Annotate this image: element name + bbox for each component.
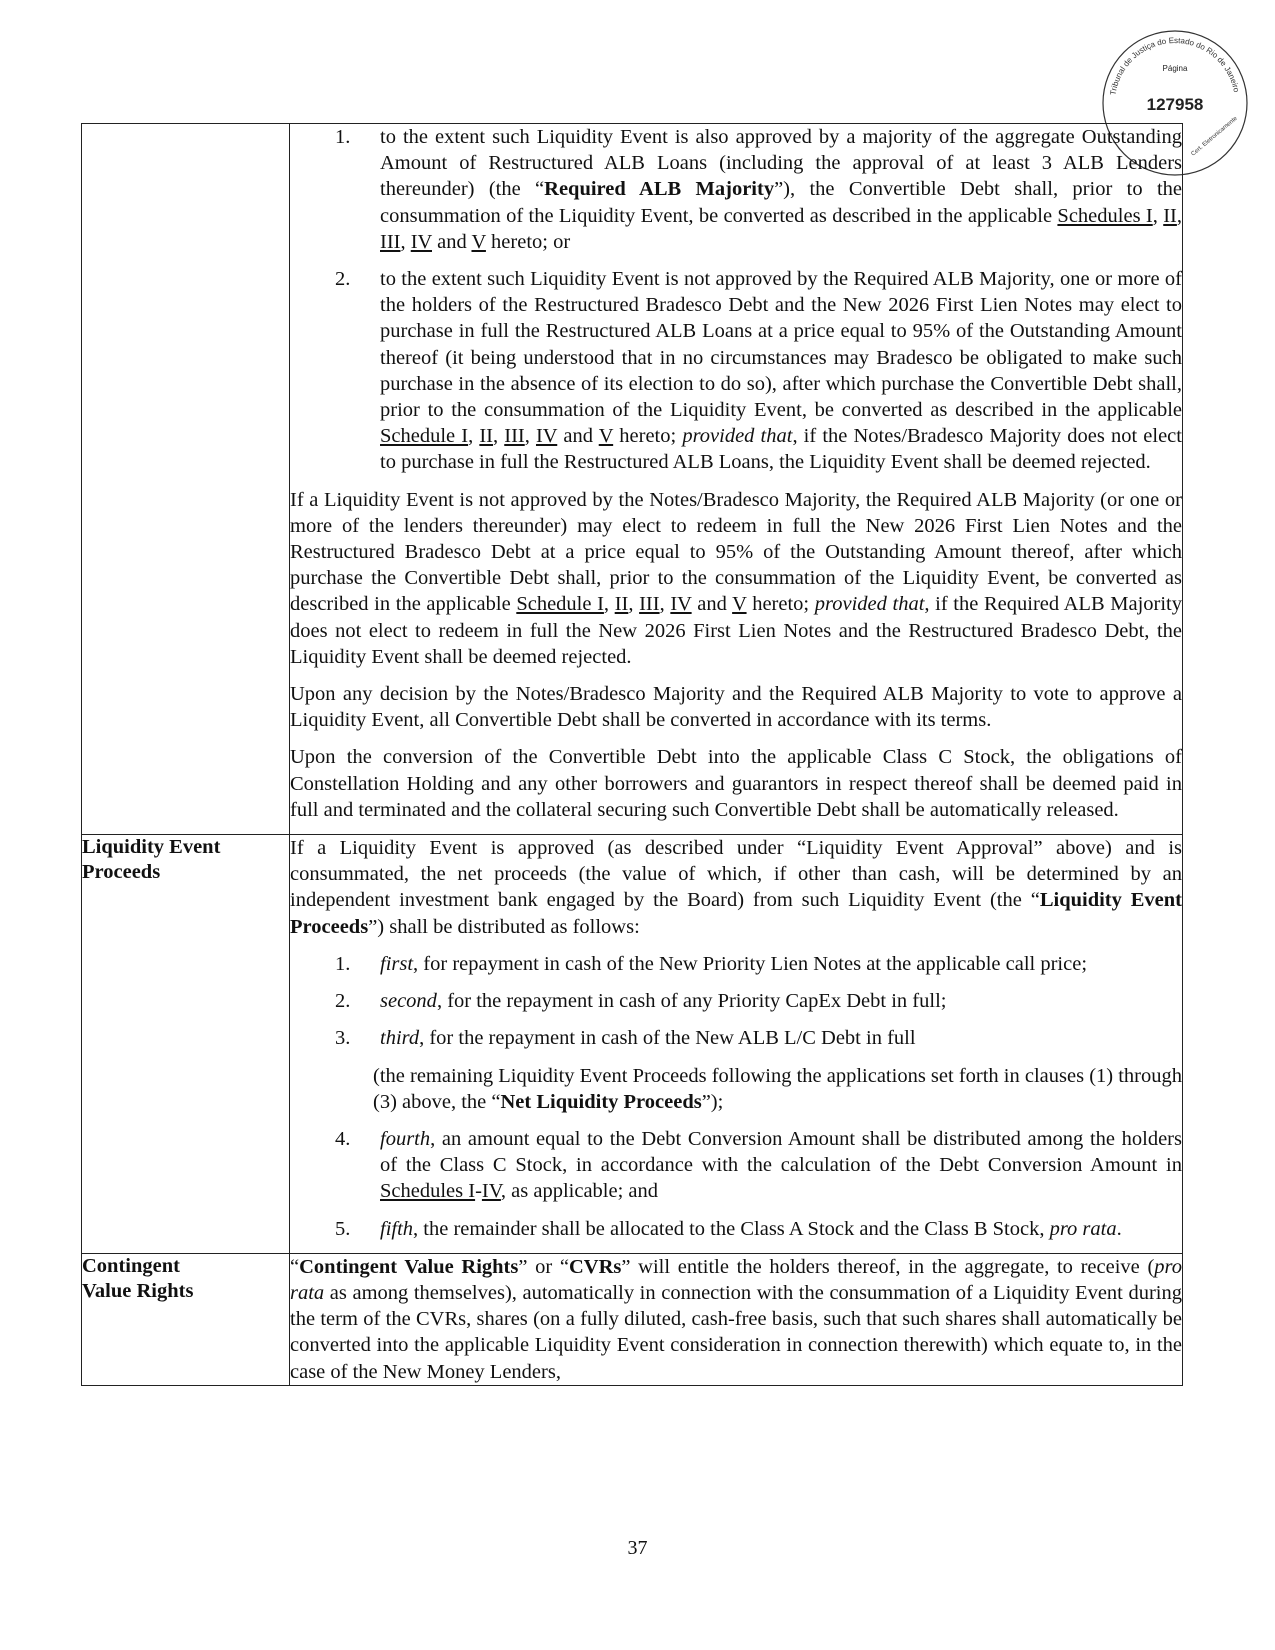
item-text: , for the repayment in cash of the New ALB L/C Debt in full xyxy=(419,1027,916,1050)
emphasis: second xyxy=(380,990,437,1013)
row-body xyxy=(290,124,1183,835)
list-number: 1. xyxy=(335,952,351,975)
schedule-ref: II xyxy=(1163,204,1177,227)
schedule-ref: III xyxy=(504,425,525,448)
schedule-ref: IV xyxy=(410,230,432,253)
stamp-ring-text: Tribunal de Justiça do Estado do Rio de Janeiro xyxy=(1108,35,1241,96)
list-item xyxy=(290,1126,1182,1205)
item-text: to the extent such Liquidity Event is not approved by the Required ALB Majority, one or more of the holders of the Restructured Bradesco Debt and the New 2026 First Lien Notes may elect to purchase in full the Restructured ALB Loans at a price equal to 95% of the Outstanding Amount thereof (it being understood that in no circumstances may Bradesco be obligated to make such purchase in the absence of its election to do so), after which purchase the Convertible Debt shall, prior to the consummation of the Liquidity Event, be converted as described in the applicable xyxy=(380,268,1182,422)
schedule-ref: Schedule I xyxy=(380,425,469,448)
note-text: ”); xyxy=(701,1090,724,1113)
paragraph-text: “ xyxy=(290,1255,300,1278)
item-text: , for repayment in cash of the New Priority Lien Notes at the applicable call price; xyxy=(413,952,1088,975)
row-label-line: Value Rights xyxy=(82,1279,194,1302)
list-item xyxy=(290,1216,1182,1242)
paragraph xyxy=(290,835,1182,940)
row-label xyxy=(82,1253,290,1385)
list-note xyxy=(290,1063,1182,1115)
item-text: hereto; or xyxy=(485,230,571,253)
list-item: 2. to the extent such Liquidity Event is not approved by the Required ALB Majority, one or more of the holders of the Restructured Bradesco Debt and the New 2026 First Lien Notes may elect to purchase in full the Restructured ALB Loans at a price equal to 95% of the Outstanding Amount thereof (it being understood that in no circumstances may Bradesco be obligated to make such purchase in the absence of its election to do so), after which purchase the Convertible Debt shall, prior to the consummation of the Liquidity Event, be converted as described in the applicable Schedule I, II, III, IV and V hereto; provided that, if the Notes/Bradesco Majority does not elect to purchase in full the Restructured ALB Loans, the Liquidity Event shall be deemed rejected. xyxy=(335,268,1182,474)
schedule-ref: IV xyxy=(481,1180,501,1203)
item-text: to the extent such Liquidity Event is also approved by a majority of the aggregate Outstanding Amount of Restructured ALB Loans (including the approval of at least 3 ALB Lenders thereunder) (the “ xyxy=(380,126,1182,201)
paragraph-text: hereto; xyxy=(746,593,815,616)
list-item xyxy=(290,988,1182,1014)
emphasis: third xyxy=(380,1027,420,1050)
item-text: , if the Notes/Bradesco Majority does not elect to purchase in full the Restructured ALB Loans, the Liquidity Event shall be deemed rejected. xyxy=(380,425,1182,474)
emphasis: pro rata xyxy=(290,1255,1182,1304)
defined-term: Required ALB Majority xyxy=(544,178,775,201)
defined-term: Contingent Value Rights xyxy=(299,1255,519,1278)
schedule-ref: Schedule I xyxy=(516,593,604,616)
schedule-ref: Schedules I xyxy=(1057,204,1153,227)
row-label-line: Contingent xyxy=(82,1254,180,1277)
paragraph-text: as among themselves), automatically in connection with the consummation of a Liquidity Event during the term of the CVRs, shares (on a fully diluted, cash-free basis, such that such shares shall automatically be converted into the applicable Liquidity Event consideration in connection therewith) which equate to, in the case of the New Money Lenders, xyxy=(290,1281,1182,1383)
paragraph: Upon the conversion of the Convertible Debt into the applicable Class C Stock, the obligations of Constellation Holding and any other borrowers and guarantors in respect thereof shall be deemed paid in full and terminated and the collateral securing such Convertible Debt shall be automatically released. xyxy=(290,746,1182,821)
table-row xyxy=(82,124,1183,835)
stamp-label: Página xyxy=(1162,64,1188,73)
schedule-ref: V xyxy=(598,425,614,448)
row-label xyxy=(82,835,290,1254)
schedule-ref: V xyxy=(732,593,747,616)
paragraph-text: If a Liquidity Event is approved (as described under “Liquidity Event Approval” above) and is consummated, the net proceeds (the value of which, if other than cash, will be determined by an independent investment bank engaged by the Board) from such Liquidity Event (the “ xyxy=(290,837,1182,912)
emphasis: provided that xyxy=(814,593,925,616)
item-text: hereto; xyxy=(613,425,683,448)
paragraph-text: , if the Required ALB Majority does not elect to redeem in full the New 2026 First Lien Notes and the Restructured Bradesco Debt, the Liquidity Event shall be deemed rejected. xyxy=(290,593,1182,668)
emphasis: provided that xyxy=(682,425,793,448)
item-text: , an amount equal to the Debt Conversion Amount shall be distributed among the holders of the Class C Stock, in accordance with the calculation of the Debt Conversion Amount in xyxy=(380,1127,1182,1177)
paragraph xyxy=(290,1254,1182,1385)
list-number: 2. xyxy=(335,268,351,291)
schedule-ref: IV xyxy=(670,593,692,616)
table-row xyxy=(82,835,1183,1254)
schedule-ref: III xyxy=(639,593,660,616)
item-text: and xyxy=(557,425,599,448)
item-text: , for the repayment in cash of any Priority CapEx Debt in full; xyxy=(436,990,947,1013)
item-text: . xyxy=(1116,1217,1122,1240)
row-label-line: Proceeds xyxy=(82,861,161,884)
note-text: (the remaining Liquidity Event Proceeds following the applications set forth in clauses (1) through (3) above, the “ xyxy=(373,1064,1182,1113)
item-text: and xyxy=(432,230,472,253)
stamp-page-number: 127958 xyxy=(1146,95,1204,114)
schedule-ref: IV xyxy=(535,425,558,448)
paragraph-text: and xyxy=(691,593,733,616)
list-number: 5. xyxy=(335,1217,351,1240)
paragraph: If a Liquidity Event is not approved by the Notes/Bradesco Majority, the Required ALB Majority (or one or more of the lenders thereunder) may elect to redeem in full the New 2026 First Lien Notes and the Restructured Bradesco Debt at a price equal to 95% of the Outstanding Amount thereof, after which purchase the Convertible Debt shall, prior to the consummation of the Liquidity Event, be converted as described in the applicable Schedule I, II, III, IV and V hereto; provided that, if the Required ALB Majority does not elect to redeem in full the New 2026 First Lien Notes and the Restructured Bradesco Debt, the Liquidity Event shall be deemed rejected. xyxy=(290,488,1182,668)
defined-term: Liquidity Event Proceeds xyxy=(290,889,1182,938)
list-number: 3. xyxy=(335,1027,351,1050)
row-body xyxy=(290,835,1183,1254)
list-number: 2. xyxy=(335,990,351,1013)
row-body xyxy=(290,1253,1183,1385)
item-text: - xyxy=(475,1180,482,1203)
defined-term: Net Liquidity Proceeds xyxy=(500,1090,702,1113)
schedule-ref: III xyxy=(380,230,401,253)
item-text: ”), the Convertible Debt shall, prior to the consummation of the Liquidity Event, be converted as described in the applicable xyxy=(380,178,1182,227)
term-sheet-table xyxy=(81,123,1183,1386)
paragraph-text: ”) shall be distributed as follows: xyxy=(368,915,640,938)
stamp-inner-text: Cert. Eletronicamente xyxy=(1190,115,1239,158)
list-item xyxy=(290,951,1182,977)
schedule-ref: II xyxy=(479,425,493,448)
schedule-ref: II xyxy=(614,593,629,616)
page-number: 37 xyxy=(627,1537,648,1559)
emphasis: pro rata xyxy=(1049,1217,1117,1240)
list-item: 1. to the extent such Liquidity Event is also approved by a majority of the aggregate Outstanding Amount of Restructured ALB Loans (including the approval of at least 3 ALB Lenders thereunder) (the “Required ALB Majority”), the Convertible Debt shall, prior to the consummation of the Liquidity Event, be converted as described in the applicable Schedules I, II, III, IV and V hereto; or xyxy=(335,126,1183,253)
row-label-line: Liquidity Event xyxy=(82,836,221,859)
defined-term: CVRs xyxy=(568,1255,622,1278)
row-label xyxy=(82,124,290,835)
paragraph-text: ” will entitle the holders thereof, in the aggregate, to receive ( xyxy=(621,1255,1155,1278)
emphasis: fifth xyxy=(380,1217,414,1240)
paragraph-text: ” or “ xyxy=(518,1255,569,1278)
list-item xyxy=(290,1025,1182,1051)
emphasis: first xyxy=(380,952,414,975)
list-number: 4. xyxy=(335,1127,351,1150)
item-text: , as applicable; and xyxy=(500,1180,659,1203)
paragraph-text: If a Liquidity Event is not approved by the Notes/Bradesco Majority, the Required ALB Majority (or one or more of the lenders thereunder) may elect to redeem in full the New 2026 First Lien Notes and the Restructured Bradesco Debt at a price equal to 95% of the Outstanding Amount thereof, after which purchase the Convertible Debt shall, prior to the consummation of the Liquidity Event, be converted as described in the applicable xyxy=(290,488,1182,616)
table-row xyxy=(82,1253,1183,1385)
list-number: 1. xyxy=(335,126,351,148)
paragraph: Upon any decision by the Notes/Bradesco Majority and the Required ALB Majority to vote to approve a Liquidity Event, all Convertible Debt shall be converted in accordance with its terms. xyxy=(290,683,1182,732)
schedule-ref: V xyxy=(471,230,486,253)
emphasis: fourth xyxy=(380,1127,431,1150)
schedule-ref: Schedules I xyxy=(380,1180,476,1203)
item-text: , the remainder shall be allocated to the Class A Stock and the Class B Stock, xyxy=(413,1217,1050,1240)
